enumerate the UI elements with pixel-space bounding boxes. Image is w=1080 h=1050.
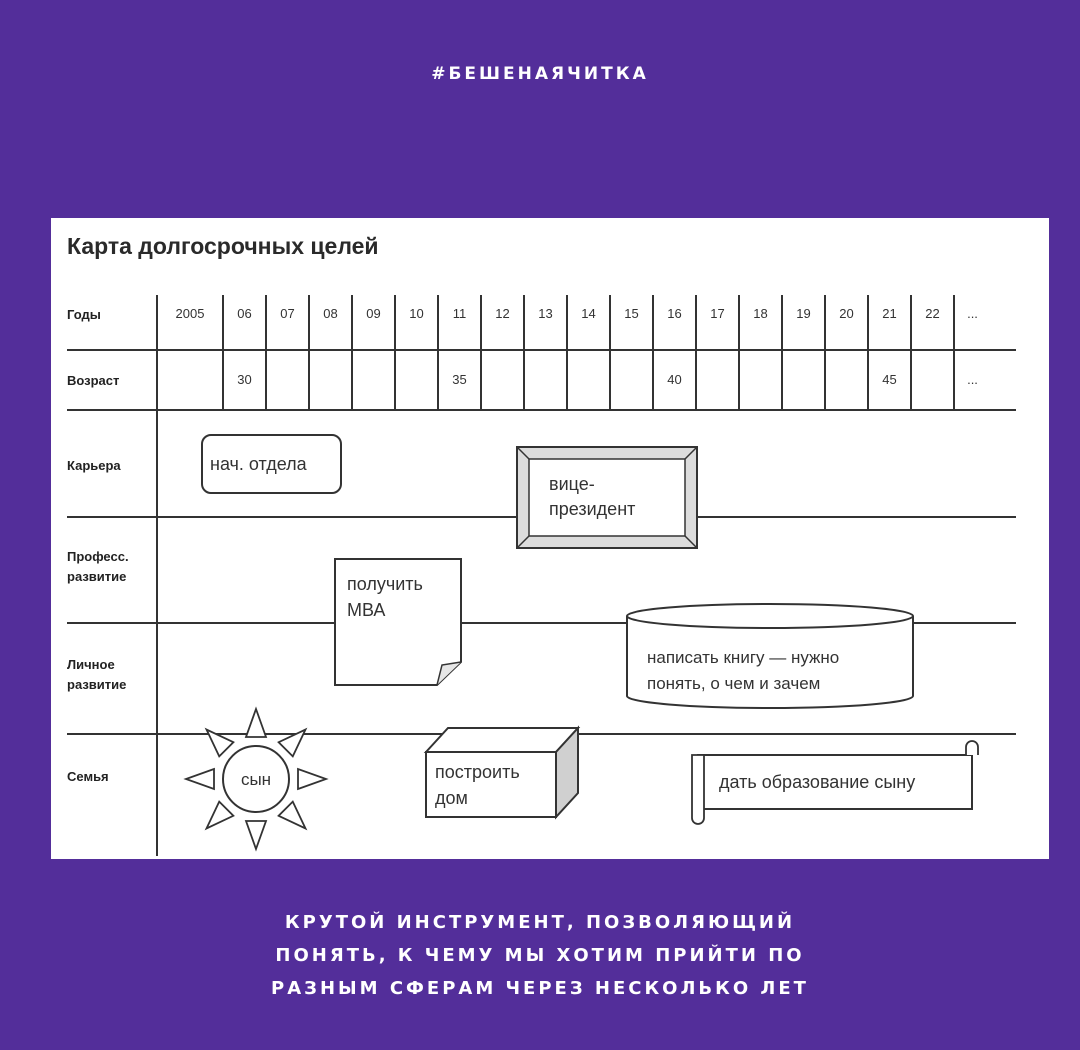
goal-head-of-department-label: нач. отдела [210, 454, 307, 474]
row-label-prof-2: развитие [67, 569, 127, 584]
age-cell: 35 [452, 372, 467, 387]
goal-son-label: сын [240, 770, 272, 789]
row-label-age: Возраст [67, 373, 120, 388]
sun-ray [298, 769, 326, 789]
long-term-goals-map [51, 218, 1049, 859]
scroll-top-curl [966, 741, 978, 755]
year-cell: 20 [839, 306, 854, 321]
hashtag: #БЕШЕНАЯЧИТКА [431, 64, 649, 84]
caption-line-1: КРУТОЙ ИНСТРУМЕНТ, ПОЗВОЛЯЮЩИЙ [284, 912, 796, 933]
goal-write-book-label-2: понять, о чем и зачем [647, 674, 821, 693]
year-cell: 15 [624, 306, 639, 321]
goal-educate-son [692, 741, 978, 824]
goal-educate-son-label: дать образование сыну [719, 772, 916, 792]
year-cell: 11 [452, 306, 467, 321]
goal-write-book [627, 604, 913, 708]
year-cell: 09 [366, 306, 381, 321]
age-cell: 40 [667, 372, 682, 387]
sun-ray [207, 802, 234, 829]
goal-vice-president-label-1: вице- [549, 474, 595, 494]
year-cell: 22 [925, 306, 940, 321]
diagram-card [51, 218, 1049, 859]
year-cell: 13 [538, 306, 553, 321]
year-cell: 12 [495, 306, 510, 321]
goal-build-house-label-1: построить [435, 762, 520, 782]
goal-mba-label-1: получить [347, 574, 423, 594]
goal-build-house [426, 728, 578, 817]
year-cell: 14 [581, 306, 596, 321]
year-cells [176, 306, 978, 321]
row-label-family: Семья [67, 769, 109, 784]
year-cell: 08 [323, 306, 338, 321]
age-cell: 45 [882, 372, 897, 387]
goal-son [186, 709, 326, 849]
bevel-box-face [529, 459, 685, 536]
row-label-personal-1: Личное [67, 657, 115, 672]
goal-write-book-label-1: написать книгу — нужно [647, 648, 840, 667]
year-cell: ... [967, 306, 978, 321]
caption-line-2: ПОНЯТЬ, К ЧЕМУ МЫ ХОТИМ ПРИЙТИ ПО [275, 945, 805, 966]
goal-build-house-label-2: дом [435, 788, 468, 808]
row-label-career: Карьера [67, 458, 121, 473]
year-cell: 16 [667, 306, 682, 321]
year-cell: 07 [280, 306, 295, 321]
age-cell: 30 [237, 372, 252, 387]
sun-ray [246, 709, 266, 737]
age-cells [237, 372, 978, 387]
diagram-title: Карта долгосрочных целей [67, 233, 379, 259]
row-label-prof-1: Професс. [67, 549, 129, 564]
year-cell: 19 [796, 306, 811, 321]
goal-vice-president [517, 447, 697, 548]
caption-line-3: РАЗНЫМ СФЕРАМ ЧЕРЕЗ НЕСКОЛЬКО ЛЕТ [271, 978, 809, 999]
year-cell: 2005 [175, 306, 205, 321]
box-top [426, 728, 578, 752]
goal-head-of-department [202, 435, 341, 493]
goal-mba [335, 559, 461, 685]
year-cell: 18 [753, 306, 768, 321]
goal-mba-label-2: МВА [347, 600, 386, 620]
sun-ray [279, 802, 306, 829]
row-label-years: Годы [67, 307, 101, 322]
age-cell: ... [967, 372, 978, 387]
year-cell: 21 [882, 306, 897, 321]
cylinder-top [627, 604, 913, 628]
row-label-personal-2: развитие [67, 677, 127, 692]
year-cell: 17 [710, 306, 725, 321]
scroll-left-curl [692, 755, 704, 824]
year-cell: 06 [237, 306, 252, 321]
goal-vice-president-label-2: президент [549, 499, 636, 519]
year-cell: 10 [409, 306, 424, 321]
sun-ray [186, 769, 214, 789]
sun-ray [246, 821, 266, 849]
caption [0, 906, 1080, 1005]
